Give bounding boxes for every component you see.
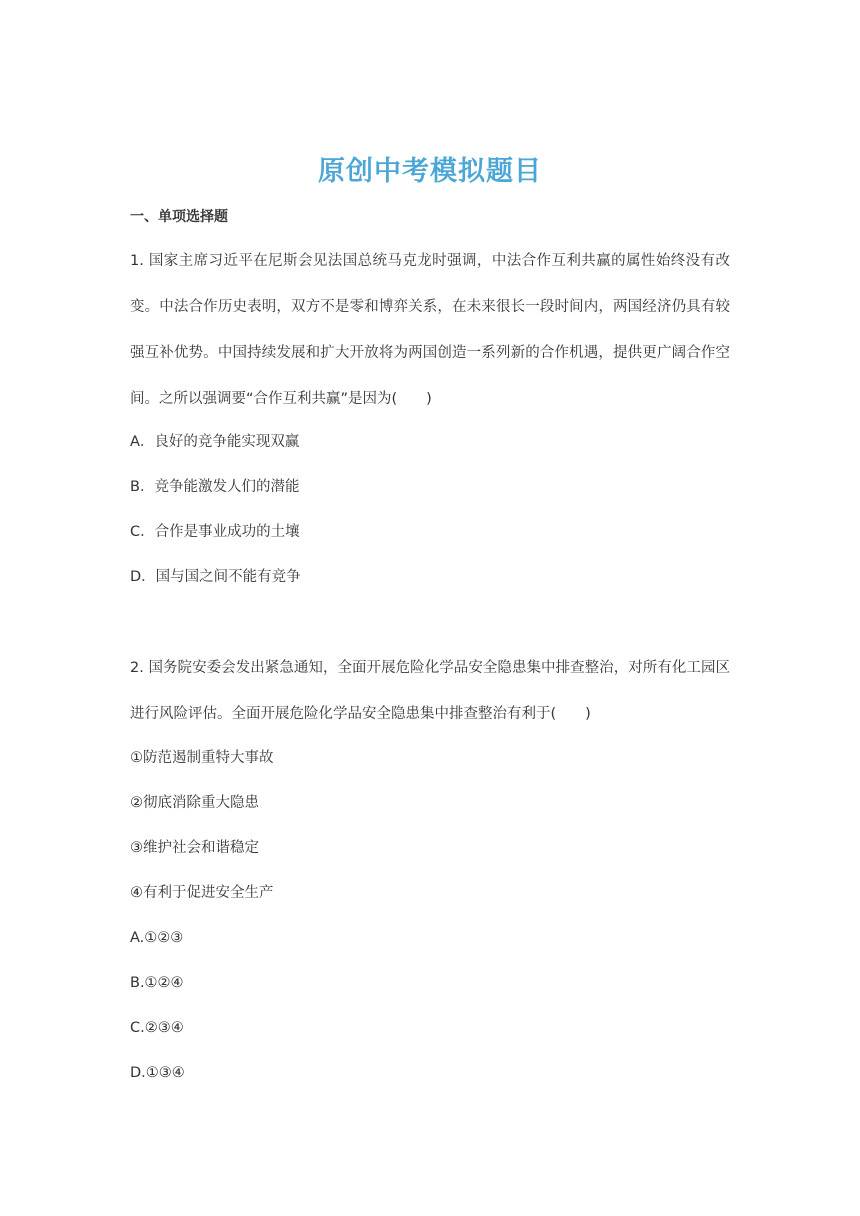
question-2-option-c: C.②③④ xyxy=(130,1020,184,1036)
question-2-statement-2: ②彻底消除重大隐患 xyxy=(130,795,259,811)
question-1-option-c: C．合作是事业成功的土壤 xyxy=(130,524,300,540)
question-2-statement-1: ①防范遏制重特大事故 xyxy=(130,750,274,766)
question-2-option-d: D.①③④ xyxy=(130,1065,185,1081)
question-2-option-b: B.①②④ xyxy=(130,975,184,991)
question-2-stem: 2. 国务院安委会发出紧急通知，全面开展危险化学品安全隐患集中排查整治，对所有化工园区进行风险评估。全面开展危险化学品安全隐患集中排查整治有利于( ) xyxy=(130,660,730,722)
question-1-option-a: A．良好的竞争能实现双赢 xyxy=(130,434,300,450)
question-2-statement-4: ④有利于促进安全生产 xyxy=(130,885,274,901)
question-2-statement-3: ③维护社会和谐稳定 xyxy=(130,840,259,856)
question-1-stem: 1. 国家主席习近平在尼斯会见法国总统马克龙时强调，中法合作互利共赢的属性始终没有改变。中法合作历史表明，双方不是零和博弈关系，在未来很长一段时间内，两国经济仍具有较强互补优势。中国持续发展和扩大开放将为两国创造一系列新的合作机遇，提供更广阔合作空间。之所以强调要“合作互利共赢”是因为( ) xyxy=(130,253,730,407)
section-heading: 一、单项选择题 xyxy=(130,209,228,225)
question-1-option-b: B．竞争能激发人们的潜能 xyxy=(130,479,300,495)
question-2-option-a: A.①②③ xyxy=(130,930,184,946)
page-title: 原创中考模拟题目 xyxy=(318,156,542,187)
question-1-option-d: D．国与国之间不能有竞争 xyxy=(130,569,301,585)
